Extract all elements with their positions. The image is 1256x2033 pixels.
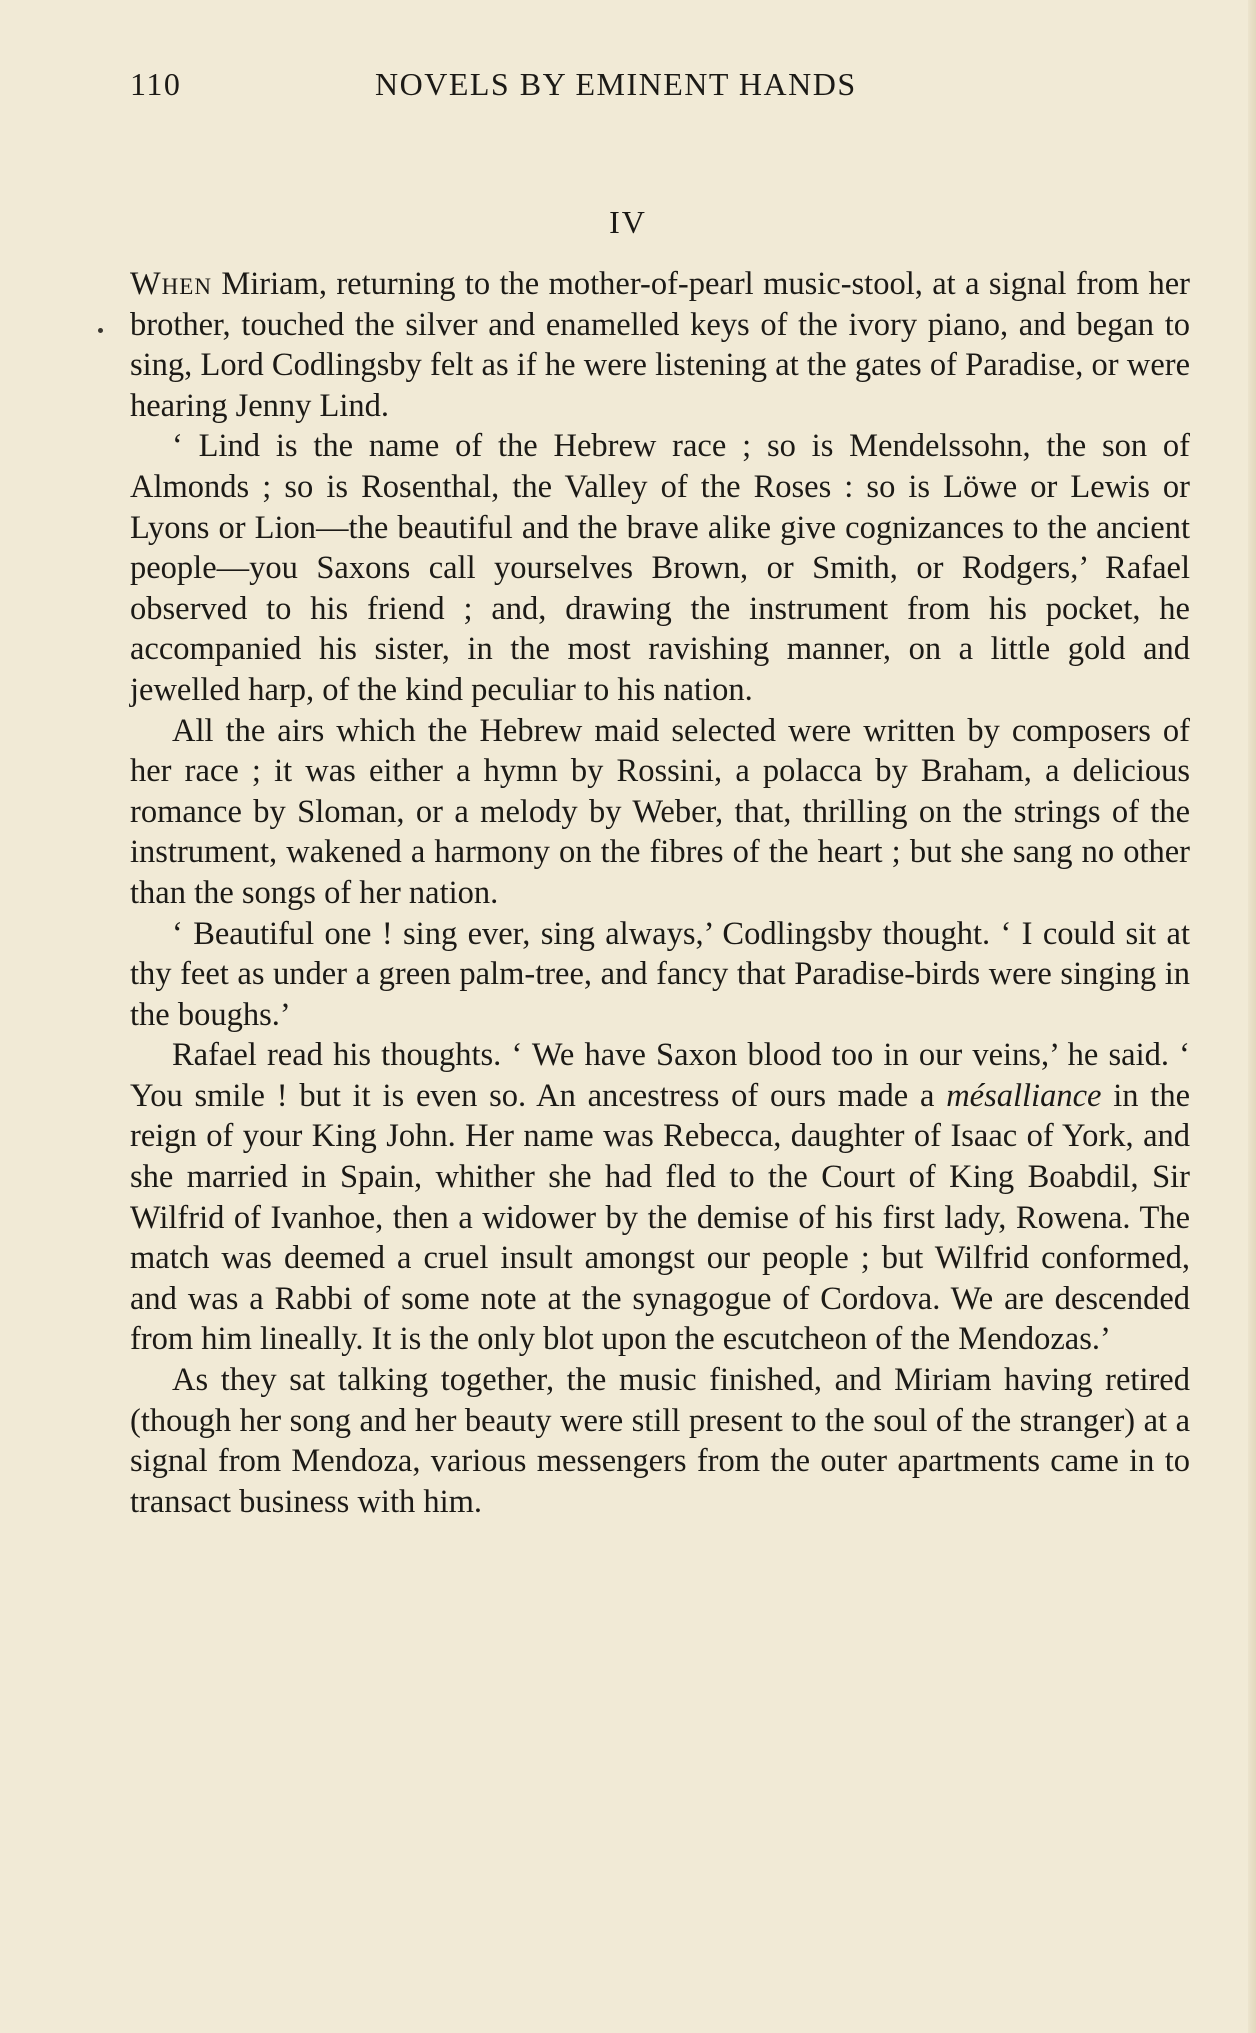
running-title: NOVELS BY EMINENT HANDS [375, 66, 857, 102]
paragraph-1-text: Miriam, returning to the mother-of-pearl music-stool, at a signal from her brother, touched the silver and enamelled keys of the ivory piano, and began to sing, Lord Codlingsby felt as if he were listening at the gates of Paradise, or were hearing Jenny Lind. [130, 266, 1190, 424]
body-text [130, 264, 1190, 1522]
paragraph-5 [130, 1035, 1190, 1360]
paragraph-5-text-after: in the reign of your King John. Her name was Rebecca, daughter of Isaac of York, and she married in Spain, whither she had fled to the Court of King Boabdil, Sir Wilfrid of Ivanhoe, then a widower by the demise of his first lady, Rowena. The match was deemed a cruel insult amongst our people ; but Wilfrid conformed, and was a Rabbi of some note at the synagogue of Cordova. We are descended from him lineally. It is the only blot upon the escutcheon of the Mendozas.’ [130, 1077, 1190, 1358]
paragraph-6: As they sat talking together, the music finished, and Miriam having retired (though her song and her beauty were still present to the soul of the stranger) at a signal from Mendoza, various messengers from the outer apartments came in to transact business with him. [130, 1362, 1190, 1520]
opening-word: When [130, 266, 212, 302]
italic-phrase: mésalliance [946, 1077, 1102, 1114]
margin-mark [98, 328, 103, 333]
chapter-number: IV [609, 204, 647, 240]
page-number: 110 [130, 66, 182, 102]
paragraph-2: ‘ Lind is the name of the Hebrew race ; so is Mendelssohn, the son of Almonds ; so is Rosenthal, the Valley of the Roses : so is Löwe or Lewis or Lyons or Lion—the beautiful and the brave alike give cognizances to the ancient people—you Saxons call yourselves Brown, or Smith, or Rodgers,’ Rafael observed to his friend ; and, drawing the instrument from his pocket, he accompanied his sister, in the most ravishing manner, on a little gold and jewelled harp, of the kind peculiar to his nation. [130, 428, 1190, 708]
paragraph-1 [130, 264, 1190, 426]
running-head [130, 62, 940, 106]
paragraph-3: All the airs which the Hebrew maid selected were written by composers of her race ; it was either a hymn by Rossini, a polacca by Braham, a delicious romance by Sloman, or a melody by Weber, that, thrilling on the strings of the instrument, wakened a harmony on the fibres of the heart ; but she sang no other than the songs of her nation. [130, 712, 1190, 911]
page-edge [1248, 0, 1256, 2033]
paragraph-5-text-before: Rafael read his thoughts. ‘ We have Saxon blood too in our veins,’ he said. ‘ You smile ! but it is even so. An ancestress of ours made a [130, 1037, 1190, 1114]
paragraph-4: ‘ Beautiful one ! sing ever, sing always,’ Codlingsby thought. ‘ I could sit at thy feet as under a green palm-tree, and fancy that Paradise-birds were singing in the boughs.’ [130, 915, 1190, 1033]
